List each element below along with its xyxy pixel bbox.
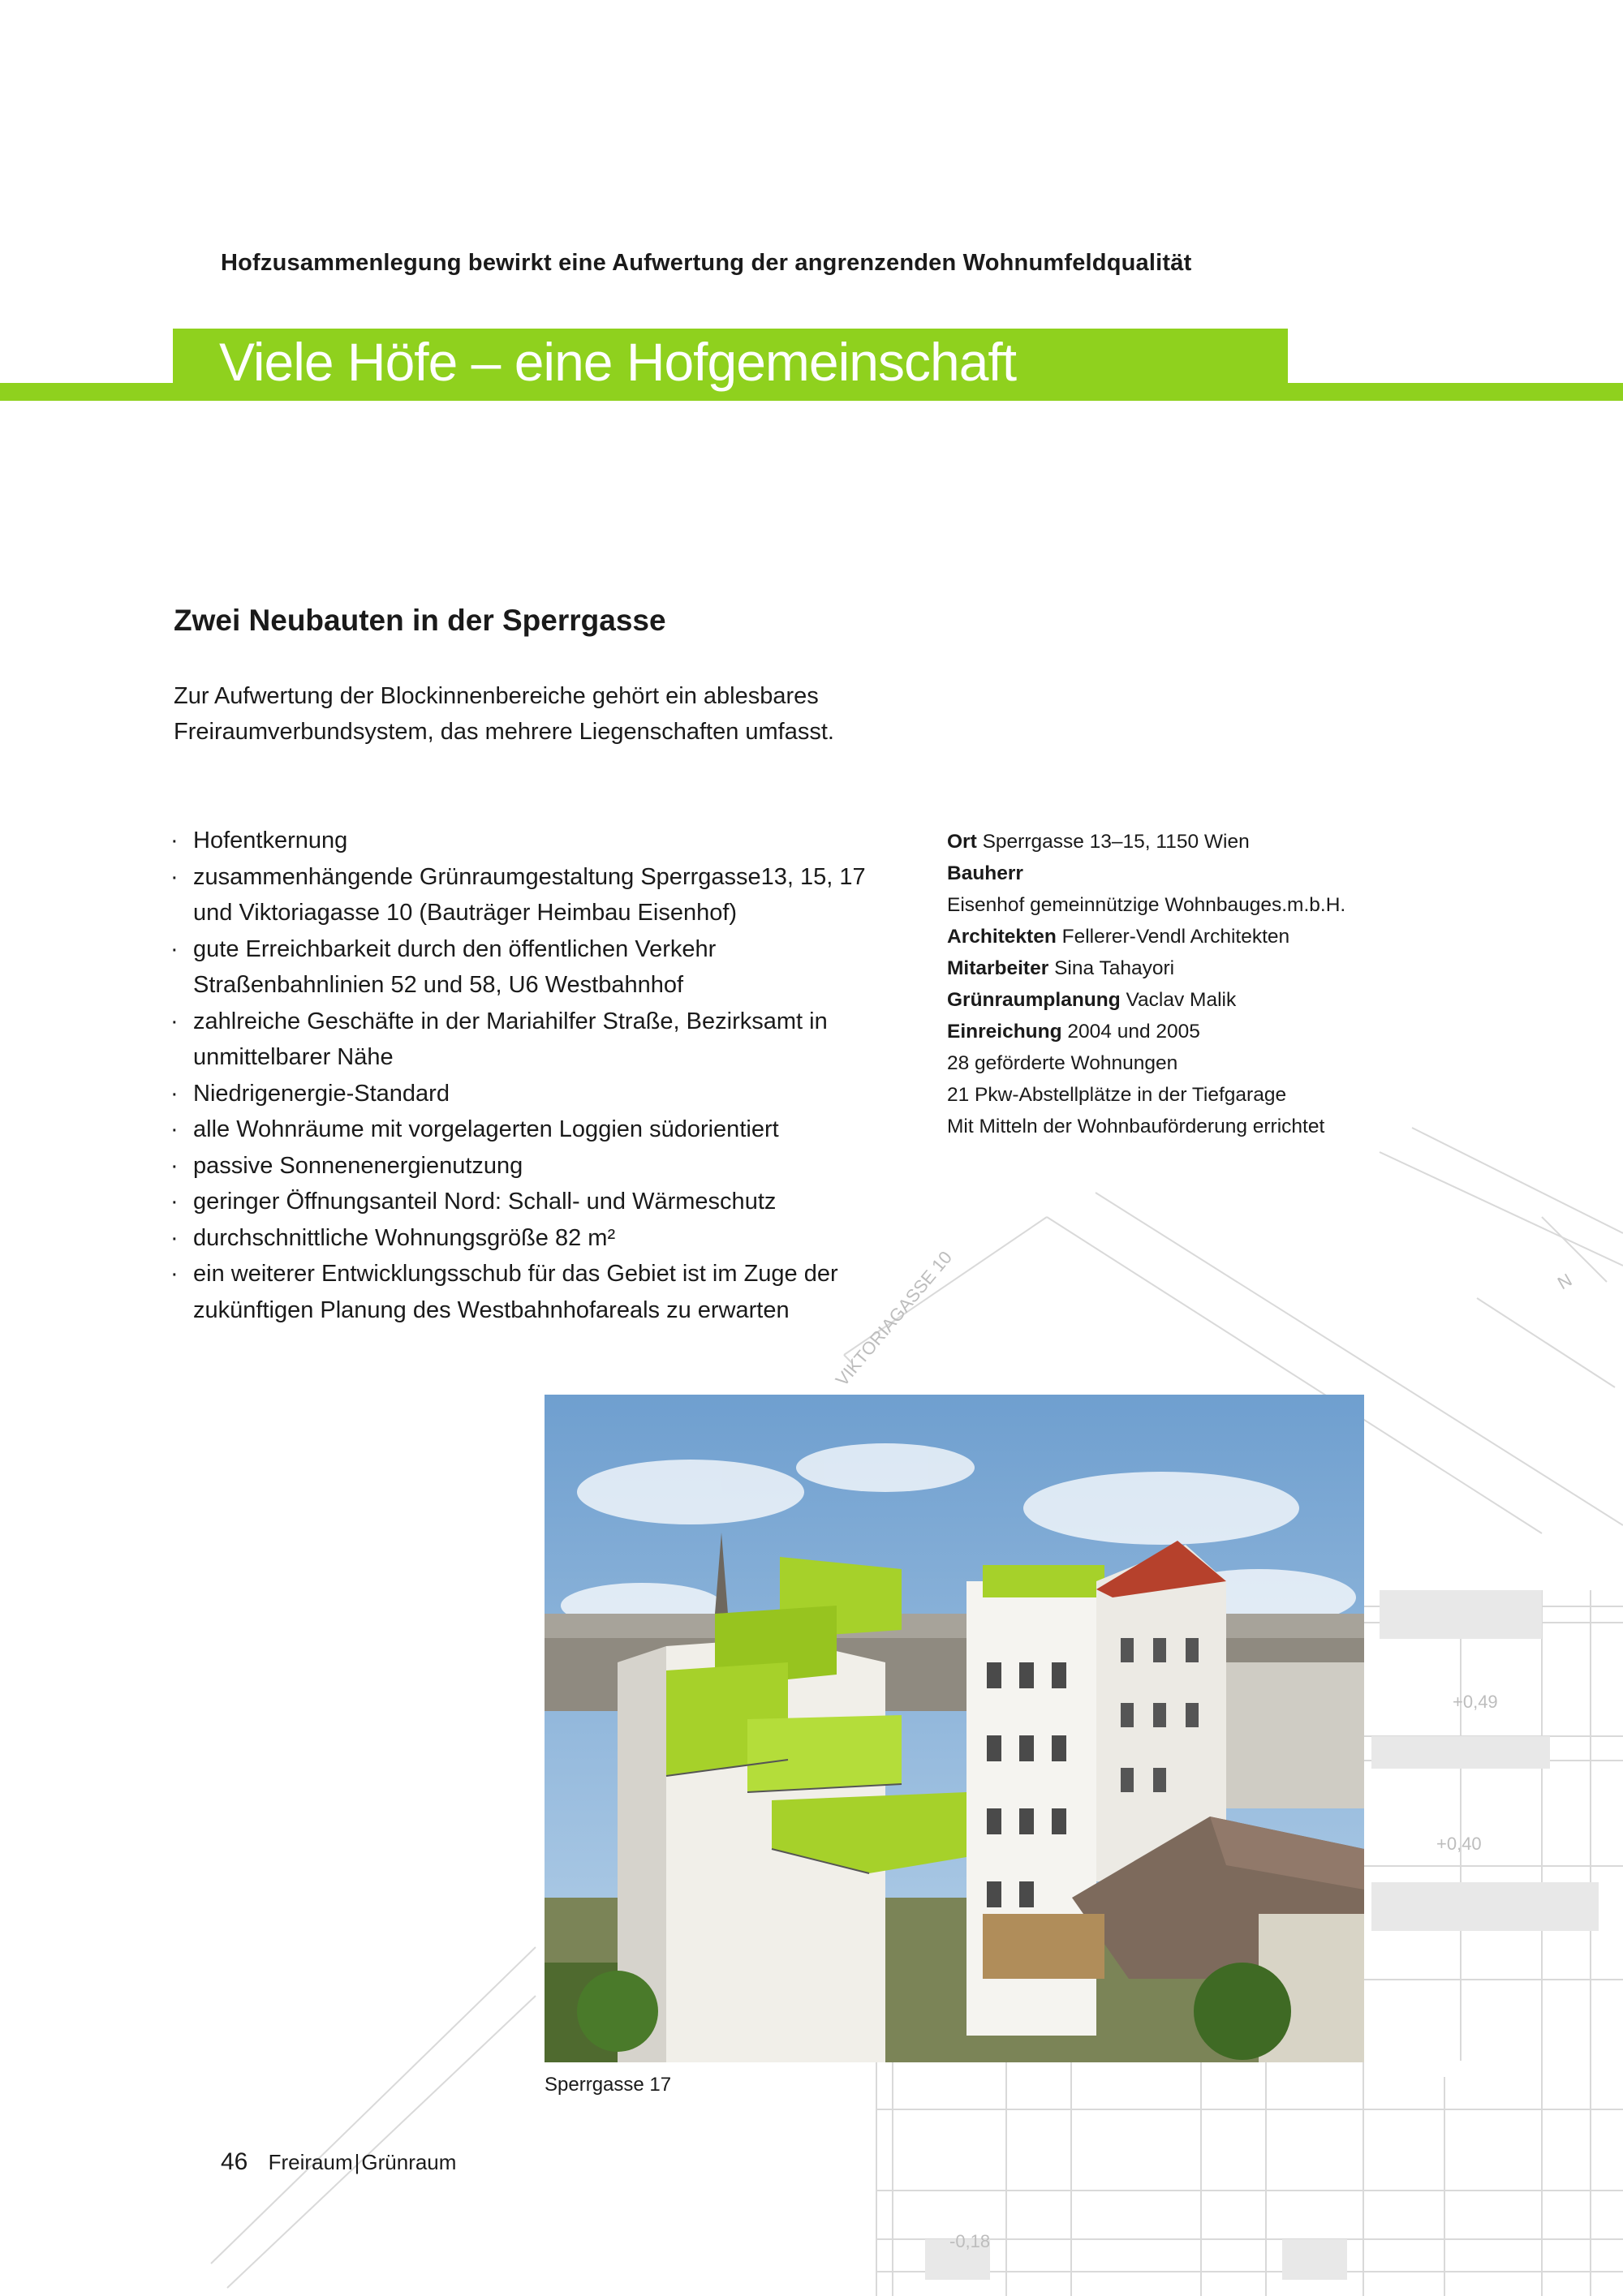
bullet-icon: ·: [170, 1224, 179, 1251]
list-item: [170, 1220, 866, 1257]
list-item-text: zahlreiche Geschäfte in der Mariahilfer Straße, Bezirksamt in: [193, 1008, 828, 1034]
bullet-icon: ·: [170, 935, 179, 962]
feature-list: [170, 823, 866, 1328]
fact-value: Mit Mitteln der Wohnbauförderung errichtet: [947, 1116, 1325, 1137]
fact-label: Ort: [947, 831, 977, 853]
fact-value: 2004 und 2005: [1067, 1021, 1200, 1043]
fact-value: 28 geförderte Wohnungen: [947, 1052, 1178, 1074]
list-item: [170, 1111, 866, 1148]
fact-row: [947, 889, 1345, 921]
list-item: [170, 1184, 866, 1220]
bullet-icon: ·: [170, 1080, 179, 1107]
bullet-icon: ·: [170, 828, 179, 853]
fact-row: [947, 826, 1345, 858]
plan-street-label: VIKTORIAGASSE 10: [831, 1247, 956, 1391]
list-item-text: Niedrigenergie-Standard: [193, 1080, 450, 1107]
fact-row: [947, 1079, 1345, 1111]
kicker-headline: Hofzusammenlegung bewirkt eine Aufwertung der angrenzenden Wohnumfeldqualität: [221, 250, 1192, 276]
fact-row: [947, 1111, 1345, 1142]
list-item: [170, 859, 866, 931]
fact-value: Sperrgasse 13–15, 1150 Wien: [982, 831, 1250, 853]
plan-elevation-label: -0,18: [949, 2231, 991, 2251]
fact-label: Grünraumplanung: [947, 989, 1121, 1011]
bullet-icon: ·: [170, 863, 179, 890]
list-item-text: Hofentkernung: [193, 828, 348, 853]
list-item: [170, 1076, 866, 1112]
list-item: [170, 931, 866, 1004]
fact-value: 21 Pkw-Abstellplätze in der Tiefgarage: [947, 1084, 1287, 1106]
building-photo: [545, 1395, 1364, 2062]
fact-label: Einreichung: [947, 1021, 1062, 1043]
list-item-text: geringer Öffnungsanteil Nord: Schall- und Wärmeschutz: [193, 1189, 777, 1215]
section-heading: Zwei Neubauten in der Sperrgasse: [174, 604, 666, 637]
list-item: [170, 1004, 866, 1076]
list-item-text: durchschnittliche Wohnungsgröße 82 m²: [193, 1224, 616, 1251]
bullet-icon: ·: [170, 1152, 179, 1179]
list-item: [170, 823, 866, 859]
bullet-icon: ·: [170, 1008, 179, 1034]
fact-row: [947, 921, 1345, 952]
fact-row: [947, 858, 1345, 889]
intro-line: Freiraumverbundsystem, das mehrere Liegenschaften umfasst.: [174, 719, 834, 745]
fact-value: Sina Tahayori: [1054, 957, 1175, 979]
project-facts: [947, 826, 1345, 1142]
list-item-text: gute Erreichbarkeit durch den öffentlichen Verkehr: [193, 935, 717, 962]
bullet-icon: ·: [170, 1189, 179, 1215]
page-footer: [221, 2148, 456, 2176]
fact-row: [947, 984, 1345, 1016]
fact-label: Bauherr: [947, 862, 1023, 884]
fact-label: Architekten: [947, 926, 1057, 948]
list-item: [170, 1148, 866, 1185]
list-item-text: Straßenbahnlinien 52 und 58, U6 Westbahnhof: [193, 972, 684, 998]
fact-row: [947, 1047, 1345, 1079]
fact-value: Fellerer-Vendl Architekten: [1061, 926, 1290, 948]
fact-row: [947, 1016, 1345, 1047]
plan-elevation-label: +0,40: [1436, 1834, 1482, 1854]
intro-paragraph: [174, 678, 985, 750]
bullet-icon: ·: [170, 1261, 179, 1287]
list-item-text: zusammenhängende Grünraumgestaltung Sperrgasse13, 15, 17: [193, 863, 866, 890]
fact-label: Mitarbeiter: [947, 957, 1049, 979]
photo-caption: Sperrgasse 17: [545, 2074, 672, 2096]
fact-value: Eisenhof gemeinnützige Wohnbauges.m.b.H.: [947, 894, 1346, 916]
fact-value: Vaclav Malik: [1126, 989, 1237, 1011]
list-item-text: und Viktoriagasse 10 (Bauträger Heimbau Eisenhof): [193, 900, 738, 926]
list-item-text: passive Sonnenenergienutzung: [193, 1152, 523, 1179]
list-item-text: unmittelbarer Nähe: [193, 1044, 394, 1070]
footer-separator: |: [354, 2150, 360, 2174]
footer-section: Grünraum: [361, 2150, 457, 2174]
list-item: [170, 1256, 866, 1328]
page-title: Viele Höfe – eine Hofgemeinschaft: [219, 332, 1017, 392]
list-item-text: zukünftigen Planung des Westbahnhofareals zu erwarten: [193, 1296, 790, 1323]
page-number: 46: [221, 2148, 248, 2175]
plan-elevation-label: +0,49: [1453, 1692, 1498, 1712]
footer-section: Freiraum: [268, 2150, 353, 2174]
plan-north-label: N: [1554, 1269, 1576, 1294]
list-item-text: ein weiterer Entwicklungsschub für das Gebiet ist im Zuge der: [193, 1261, 838, 1287]
bullet-icon: ·: [170, 1116, 179, 1142]
intro-line: Zur Aufwertung der Blockinnenbereiche gehört ein ablesbares: [174, 683, 819, 709]
fact-row: [947, 952, 1345, 984]
list-item-text: alle Wohnräume mit vorgelagerten Loggien südorientiert: [193, 1116, 779, 1142]
